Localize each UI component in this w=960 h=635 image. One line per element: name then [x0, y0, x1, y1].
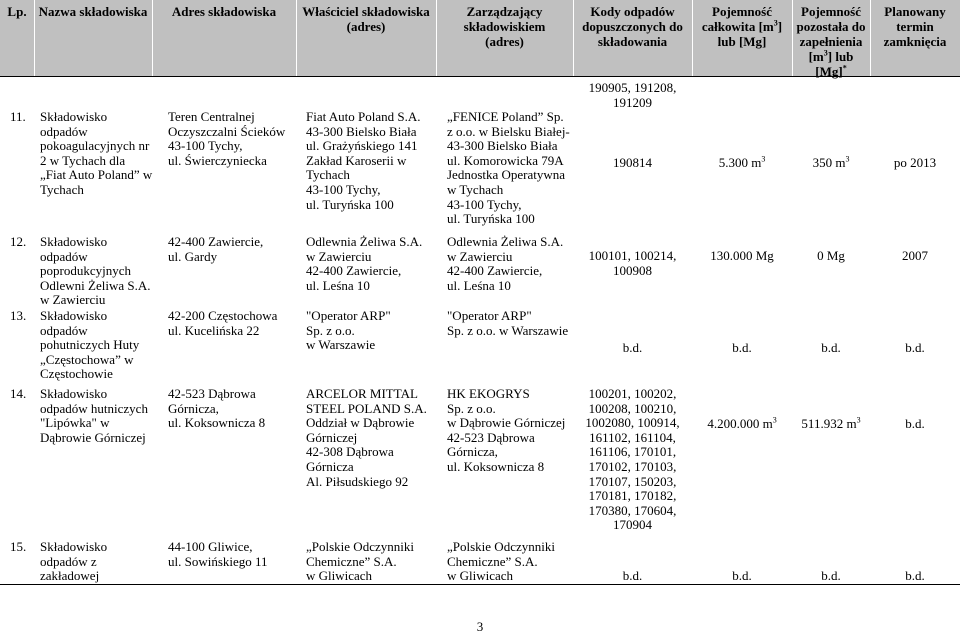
header-name: Nazwa składowiska	[38, 4, 148, 19]
row-15-codes: b.d.	[622, 568, 643, 583]
row-13-owner: "Operator ARP" Sp. z o.o. w Warszawie	[306, 308, 391, 353]
row-12-codes: 100101, 100214, 100908	[588, 248, 677, 278]
row-11-remaining: 350 $m^3$	[812, 154, 850, 170]
row-15-owner: „Polskie Odczynniki Chemiczne” S.A. w Gliwicach	[306, 539, 414, 584]
row-12-remaining: 0 Mg	[817, 248, 845, 263]
row-12-total: 130.000 Mg	[710, 248, 774, 263]
row-14-codes: 100201, 100202, 100208, 100210, 1002080, 100914, 161102, 161104, 161106, 170101, 170102, 170103, 170107, 150203, 170181, 170182, 170380, 170604, 170904	[585, 386, 680, 533]
row-12-owner: Odlewnia Żeliwa S.A. w Zawierciu 42-400 Zawiercie, ul. Leśna 10	[306, 234, 423, 293]
row-14-name: Składowisko odpadów hutniczych "Lipówka" w Dąbrowie Górniczej	[40, 386, 148, 445]
row-13-name: Składowisko odpadów pohutniczych Huty „Częstochowa” w Częstochowie	[40, 308, 140, 382]
row-15-manager: „Polskie Odczynniki Chemiczne” S.A. w Gliwicach	[447, 539, 555, 584]
row-12-manager: Odlewnia Żeliwa S.A. w Zawierciu 42-400 Zawiercie, ul. Leśna 10	[447, 234, 564, 293]
row-13-lp: 13.	[10, 308, 27, 323]
header-codes: Kody odpadów dopuszczonych do składowania	[582, 4, 683, 49]
header-address: Adres składowiska	[171, 4, 277, 19]
row-13-remaining: b.d.	[821, 340, 841, 355]
row-15-address: 44-100 Gliwice, ul. Sowińskiego 11	[168, 539, 268, 569]
table-bottom-rule	[0, 584, 960, 585]
row-15-total: b.d.	[732, 568, 752, 583]
row-12-closing: 2007	[902, 248, 928, 263]
row-13-closing: b.d.	[905, 340, 925, 355]
row-11-total: 5.300 $m^3$	[718, 154, 766, 170]
page-number: 3	[476, 619, 484, 634]
row-11-address: Teren Centralnej Oczyszczalni Ścieków 43-100 Tychy, ul. Świerczyniecka	[168, 109, 286, 168]
header-owner: Właściciel składowiska (adres)	[302, 4, 430, 34]
row-15-name: Składowisko odpadów z zakładowej	[40, 539, 108, 584]
row-11-name: Składowisko odpadów pokoagulacyjnych nr 2 w Tychach dla „Fiat Auto Poland” w Tychach	[40, 109, 153, 197]
row-14-total: 4.200.000 $m^3$	[707, 415, 777, 431]
row-14-manager: HK EKOGRYS Sp. z o.o. w Dąbrowie Górniczej 42-523 Dąbrowa Górnicza, ul. Koksownicza 8	[447, 386, 566, 474]
row-12-lp: 12.	[10, 234, 27, 249]
row-11-manager: „FENICE Poland” Sp. z o.o. w Bielsku Białej- 43-300 Bielsko Biała ul. Komorowicka 79A Jednostka Operatywna w Tychach 43-100 Tychy, ul. Turyńska 100	[447, 109, 570, 227]
row-13-address: 42-200 Częstochowa ul. Kucelińska 22	[168, 308, 278, 338]
row-14-address: 42-523 Dąbrowa Górnicza, ul. Koksownicza 8	[168, 386, 266, 431]
row-11-codes: 190814	[613, 155, 652, 170]
row-15-lp: 15.	[10, 539, 27, 554]
row-12-name: Składowisko odpadów poprodukcyjnych Odlewni Żeliwa S.A. w Zawierciu	[40, 234, 151, 308]
row-15-remaining: b.d.	[821, 568, 841, 583]
row-11-lp: 11.	[10, 109, 26, 124]
row-13-manager: "Operator ARP" Sp. z o.o. w Warszawie	[447, 308, 569, 338]
row-12-address: 42-400 Zawiercie, ul. Gardy	[168, 234, 264, 264]
row-15-closing: b.d.	[905, 568, 925, 583]
row-13-total: b.d.	[732, 340, 752, 355]
header-total-capacity: Pojemność całkowita $[m^3]$ lub [Mg]	[701, 4, 783, 49]
header-closing-date: Planowany termin zamknięcia	[883, 4, 947, 49]
row-14-owner: ARCELOR MITTAL STEEL POLAND S.A. Oddział w Dąbrowie Górniczej 42-308 Dąbrowa Górnicza Al. Piłsudskiego 92	[306, 386, 427, 489]
row-11-closing: po 2013	[893, 155, 937, 170]
header-manager: Zarządzający składowiskiem (adres)	[463, 4, 546, 49]
header-remaining-capacity: Pojemność pozostała do zapełnienia $[m^3]$ lub [Mg]*	[796, 4, 866, 79]
row-14-closing: b.d.	[905, 416, 925, 431]
header-lp: Lp.	[7, 4, 27, 19]
row-13-codes: b.d.	[622, 340, 643, 355]
row-14-lp: 14.	[10, 386, 27, 401]
row-11-codes-extra: 190905, 191208, 191209	[588, 80, 677, 110]
row-11-owner: Fiat Auto Poland S.A. 43-300 Bielsko Biała ul. Grażyńskiego 141 Zakład Karoserii w Tychach 43-100 Tychy, ul. Turyńska 100	[306, 109, 421, 212]
row-14-remaining: 511.932 $m^3$	[801, 415, 861, 431]
